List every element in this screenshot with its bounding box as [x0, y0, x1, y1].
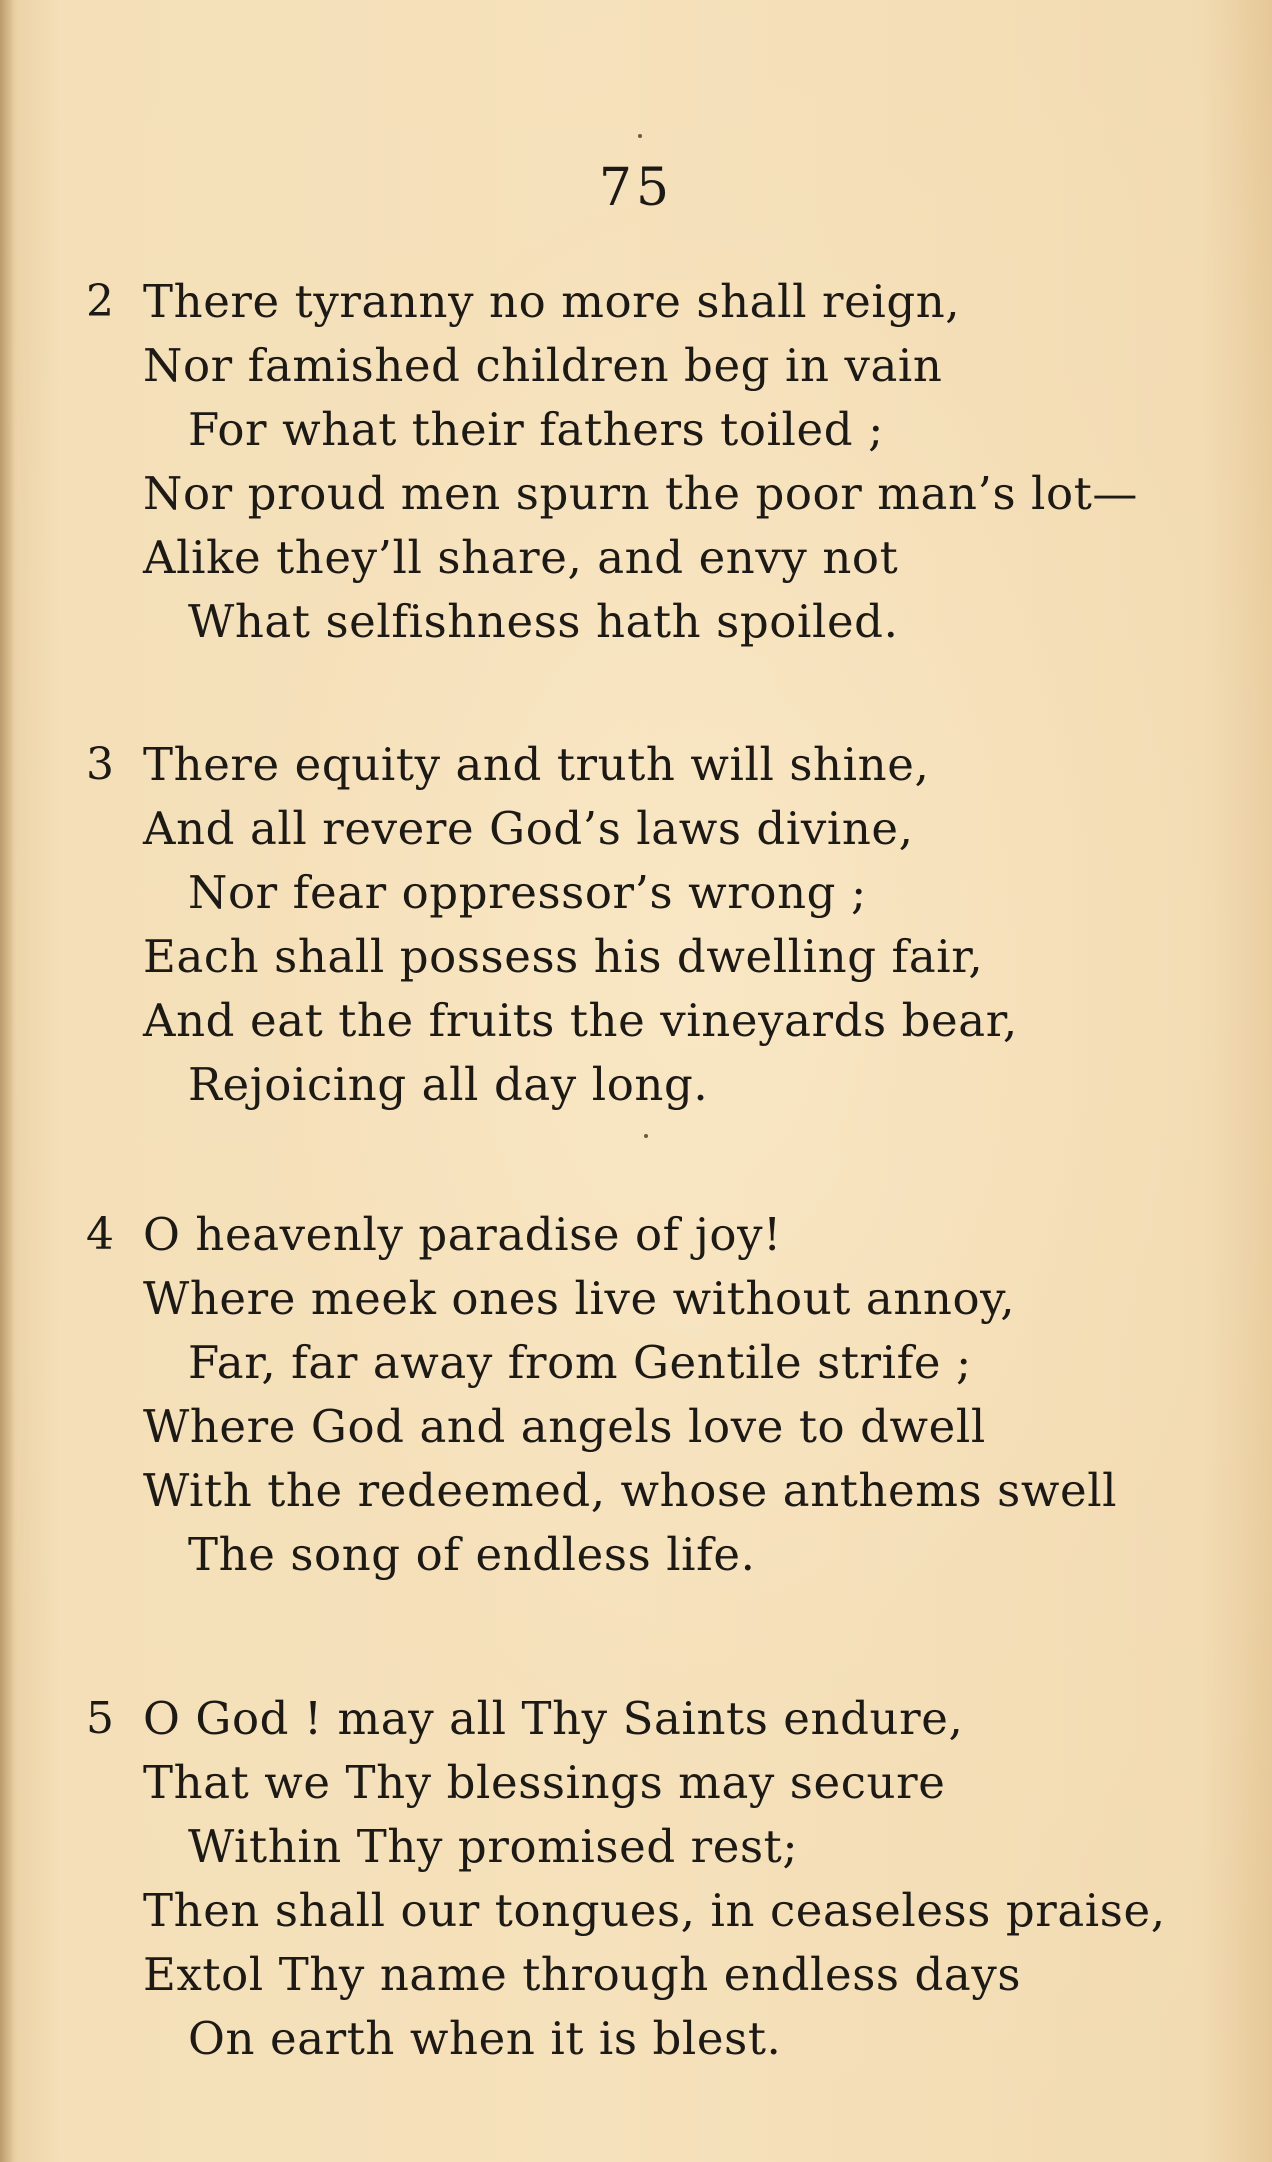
verse-line: Where meek ones live without annoy,: [143, 1272, 1016, 1325]
verse-number: 2: [86, 276, 114, 327]
verse-number: 4: [86, 1209, 114, 1260]
verse-line: Rejoicing all day long.: [188, 1058, 709, 1111]
verse-line: O God ! may all Thy Saints endure,: [143, 1692, 964, 1745]
verse-line: Then shall our tongues, in ceaseless praise,: [143, 1884, 1166, 1937]
print-speck: [638, 134, 642, 138]
verse-line: On earth when it is blest.: [188, 2012, 782, 2065]
verse-line: That we Thy blessings may secure: [143, 1756, 946, 1809]
verse-line: Nor proud men spurn the poor man’s lot—: [143, 467, 1139, 520]
verse-line: What selfishness hath spoiled.: [188, 595, 899, 648]
verse-line: Alike they’ll share, and envy not: [143, 531, 899, 584]
verse-line: Nor famished children beg in vain: [143, 339, 943, 392]
print-speck: [644, 1134, 648, 1138]
verse-line: Each shall possess his dwelling fair,: [143, 930, 984, 983]
verse-line: O heavenly paradise of joy!: [143, 1208, 782, 1261]
verse-line: With the redeemed, whose anthems swell: [143, 1464, 1118, 1517]
verse-line: And all revere God’s laws divine,: [143, 802, 914, 855]
verse-number: 5: [86, 1693, 114, 1744]
verse-number: 3: [86, 739, 114, 790]
verse-line: And eat the fruits the vineyards bear,: [143, 994, 1018, 1047]
verse-line: There equity and truth will shine,: [143, 738, 930, 791]
verse-line: For what their fathers toiled ;: [188, 403, 884, 456]
verse-line: The song of endless life.: [188, 1528, 756, 1581]
verse-line: Nor fear oppressor’s wrong ;: [188, 866, 867, 919]
page-number: 75: [598, 158, 674, 218]
verse-line: Where God and angels love to dwell: [143, 1400, 986, 1453]
page-binding-edge: [0, 0, 14, 2162]
verse-line: Within Thy promised rest;: [188, 1820, 799, 1873]
verse-line: Far, far away from Gentile strife ;: [188, 1336, 972, 1389]
verse-line: There tyranny no more shall reign,: [143, 275, 961, 328]
verse-line: Extol Thy name through endless days: [143, 1948, 1022, 2001]
